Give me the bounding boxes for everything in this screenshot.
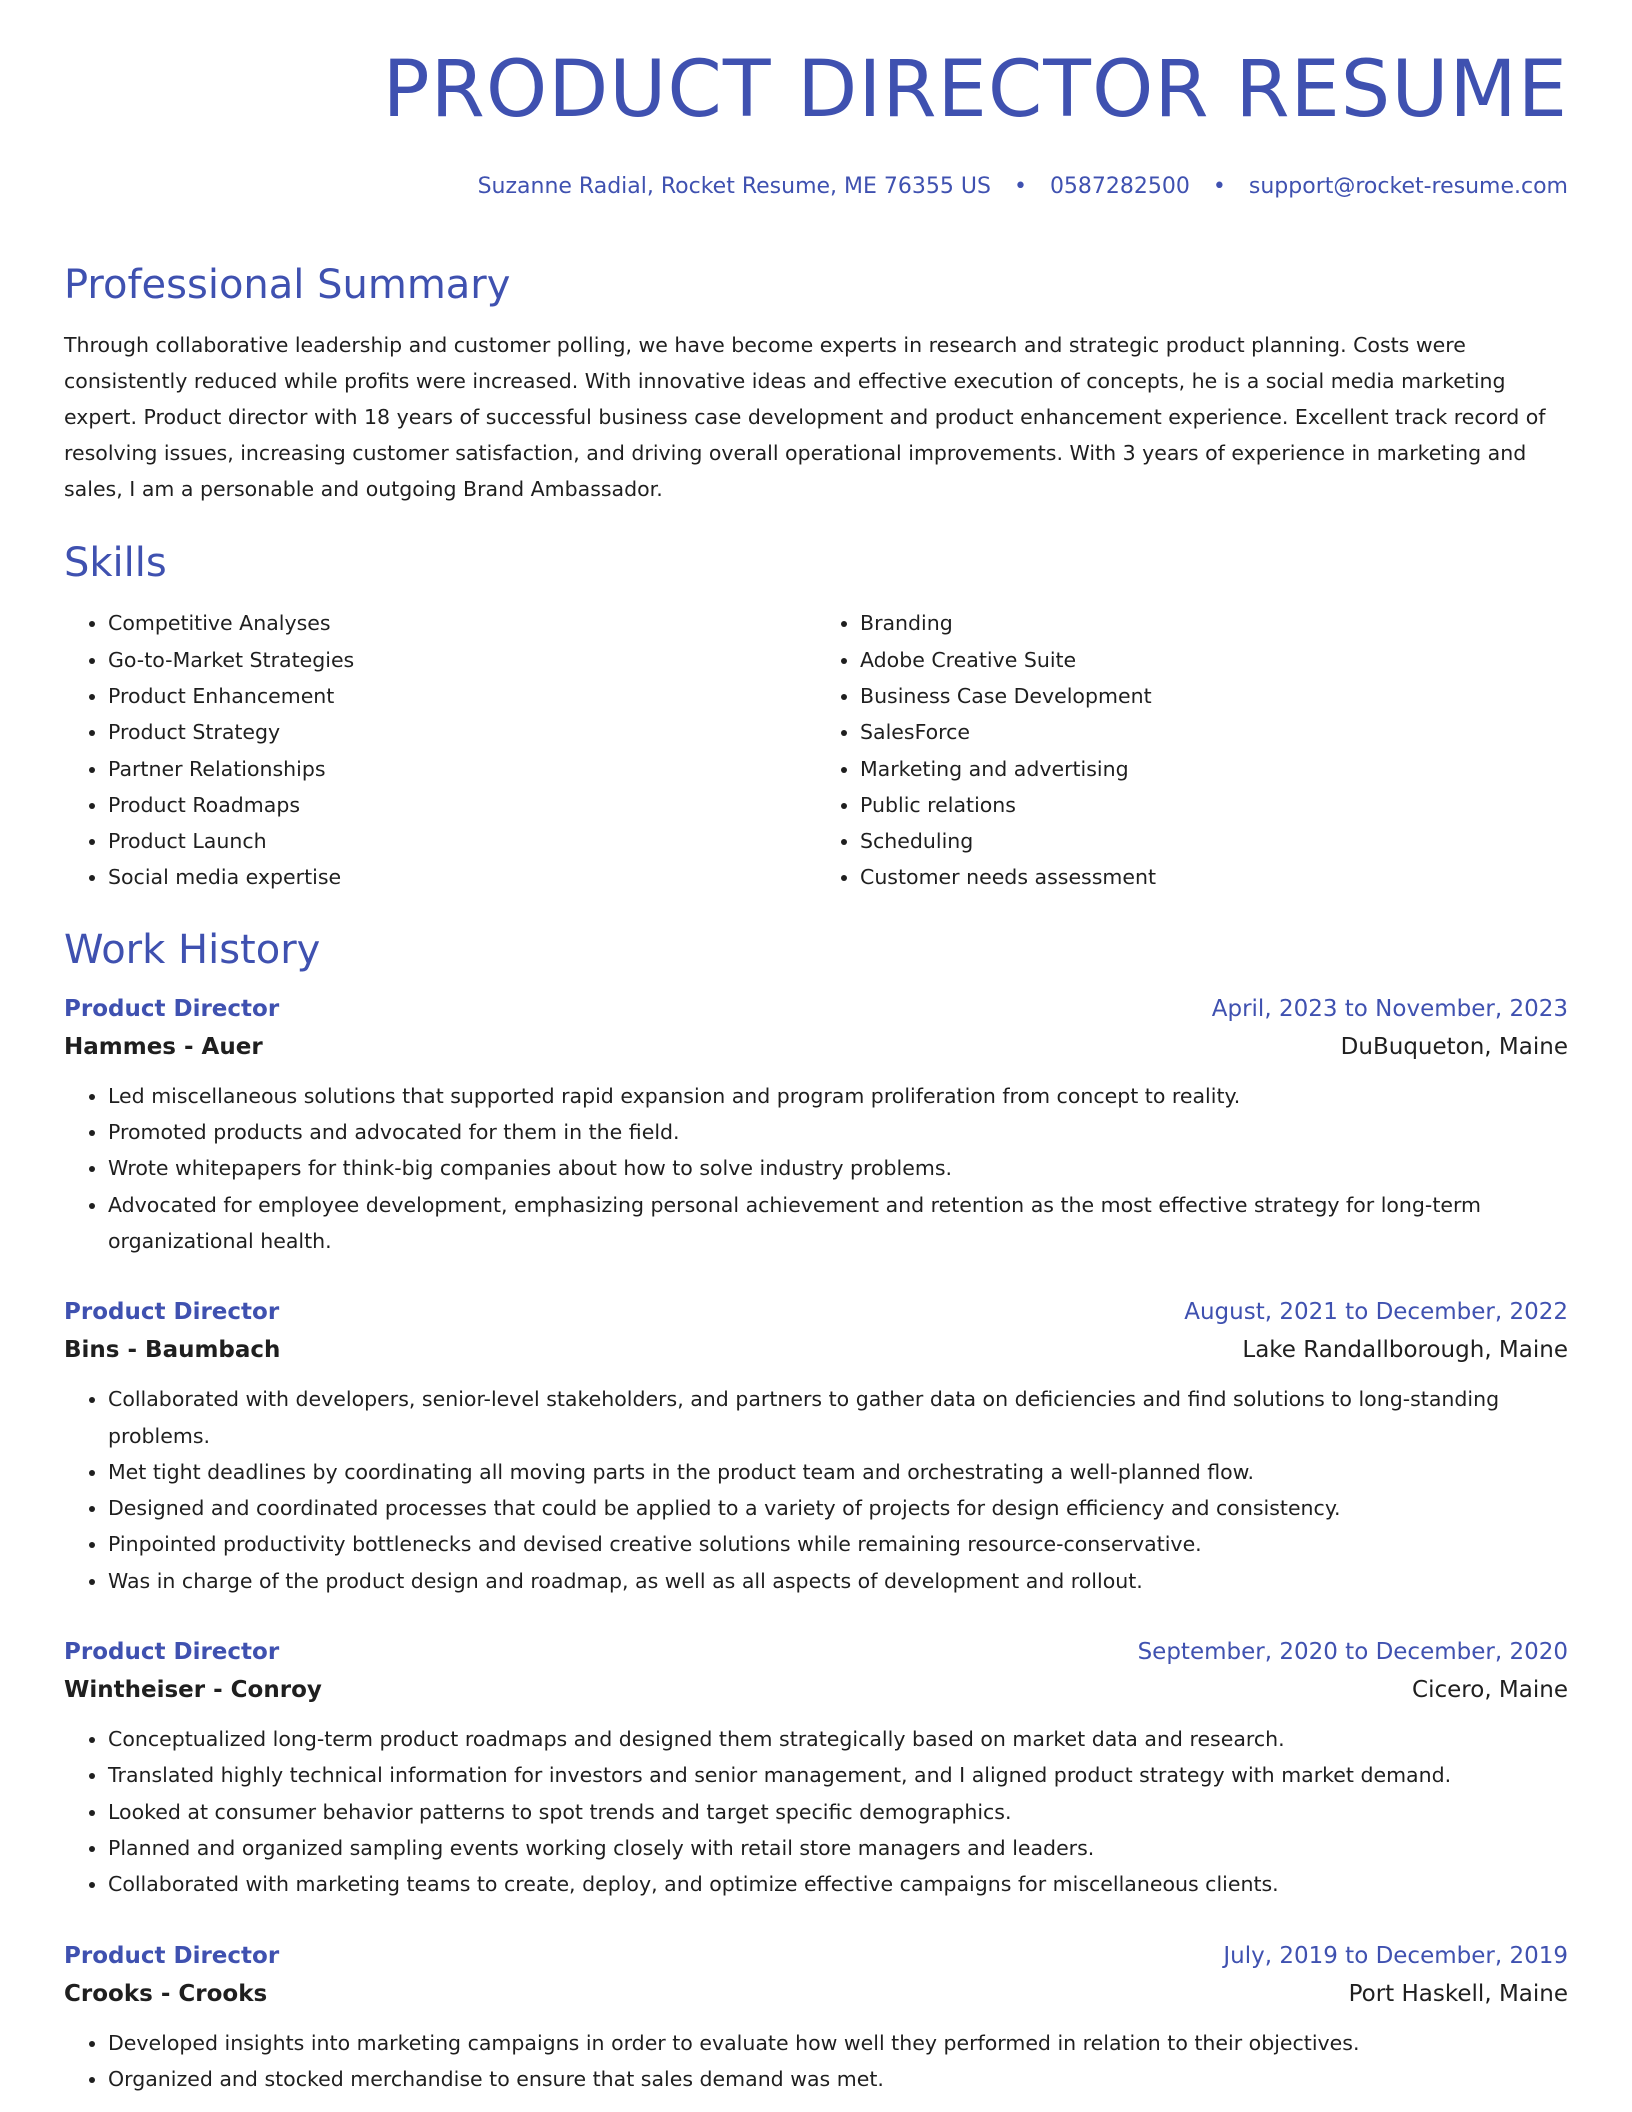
job-subheader xyxy=(64,1975,1568,2013)
skill-item: • Go-to-Market Strategies xyxy=(108,642,816,678)
job-dates: September, 2020 to December, 2020 xyxy=(1137,1639,1568,1666)
job-title: Product Director xyxy=(64,1299,280,1326)
job-bullets xyxy=(64,1078,1568,1259)
contact-separator: • xyxy=(1013,174,1027,200)
job-entry xyxy=(64,1293,1568,1599)
job-bullets xyxy=(64,1721,1568,1902)
skill-item: • Customer needs assessment xyxy=(860,859,1568,895)
job-company: Wintheiser - Conroy xyxy=(64,1677,322,1704)
job-dates: August, 2021 to December, 2022 xyxy=(1184,1299,1568,1326)
job-entry xyxy=(64,990,1568,1259)
job-bullet: • Looked at consumer behavior patterns to spot trends and target specific demographics. xyxy=(108,1794,1568,1830)
job-header xyxy=(64,990,1568,1028)
job-entry xyxy=(64,1633,1568,1902)
job-header xyxy=(64,1293,1568,1331)
job-location: Cicero, Maine xyxy=(1412,1677,1568,1704)
job-bullet: • Advocated for employee development, emphasizing personal achievement and retention as the most effective strategy for long-term organizational health. xyxy=(108,1187,1568,1260)
job-bullet: • Organized and stocked merchandise to ensure that sales demand was met. xyxy=(108,2061,1568,2097)
job-bullet: • Collaborated with marketing teams to create, deploy, and optimize effective campaigns for miscellaneous clients. xyxy=(108,1866,1568,1902)
job-title: Product Director xyxy=(64,995,280,1022)
skill-item: • Partner Relationships xyxy=(108,751,816,787)
job-bullet: • Collaborated with developers, senior-level stakeholders, and partners to gather data on deficiencies and find solutions to long-standing problems. xyxy=(108,1381,1568,1454)
job-title: Product Director xyxy=(64,1942,280,1969)
contact-email: support@rocket-resume.com xyxy=(1248,174,1568,200)
skill-item: • Social media expertise xyxy=(108,859,816,895)
job-header xyxy=(64,1937,1568,1975)
skill-item: • Branding xyxy=(860,605,1568,641)
job-location: DuBuqueton, Maine xyxy=(1340,1033,1568,1060)
job-bullets xyxy=(64,2025,1568,2098)
skill-item: • Product Roadmaps xyxy=(108,787,816,823)
job-company: Hammes - Auer xyxy=(64,1033,263,1060)
skill-item: • Product Launch xyxy=(108,823,816,859)
skills-heading: Skills xyxy=(64,540,167,587)
job-bullet: • Promoted products and advocated for them in the field. xyxy=(108,1114,1568,1150)
job-bullet: • Pinpointed productivity bottlenecks and devised creative solutions while remaining resource-conservative. xyxy=(108,1526,1568,1562)
skill-item: • Product Strategy xyxy=(108,714,816,750)
summary-heading: Professional Summary xyxy=(64,262,511,309)
job-header xyxy=(64,1633,1568,1671)
job-subheader xyxy=(64,1331,1568,1369)
job-bullet: • Translated highly technical information for investors and senior management, and I aligned product strategy with market demand. xyxy=(108,1757,1568,1793)
skills-column-right xyxy=(816,605,1568,895)
job-dates: April, 2023 to November, 2023 xyxy=(1211,995,1568,1022)
job-location: Port Haskell, Maine xyxy=(1348,1980,1568,2007)
job-bullet: • Designed and coordinated processes that could be applied to a variety of projects for design efficiency and consistency. xyxy=(108,1490,1568,1526)
skill-item: • Marketing and advertising xyxy=(860,751,1568,787)
job-bullet: • Led miscellaneous solutions that supported rapid expansion and program proliferation from concept to reality. xyxy=(108,1078,1568,1114)
job-location: Lake Randallborough, Maine xyxy=(1242,1337,1568,1364)
job-subheader xyxy=(64,1028,1568,1066)
skill-item: • Product Enhancement xyxy=(108,678,816,714)
job-bullets xyxy=(64,1381,1568,1599)
job-subheader xyxy=(64,1671,1568,1709)
job-bullet: • Developed insights into marketing campaigns in order to evaluate how well they performed in relation to their objectives. xyxy=(108,2025,1568,2061)
skill-item: • Adobe Creative Suite xyxy=(860,642,1568,678)
job-bullet: • Met tight deadlines by coordinating all moving parts in the product team and orchestrating a well-planned flow. xyxy=(108,1454,1568,1490)
skill-item: • Competitive Analyses xyxy=(108,605,816,641)
job-dates: July, 2019 to December, 2019 xyxy=(1223,1942,1568,1969)
contact-address: Suzanne Radial, Rocket Resume, ME 76355 US xyxy=(477,174,991,200)
skills-list xyxy=(64,605,1568,895)
job-bullet: • Was in charge of the product design and roadmap, as well as all aspects of development and rollout. xyxy=(108,1563,1568,1599)
skills-column-left xyxy=(64,605,816,895)
summary-text: Through collaborative leadership and customer polling, we have become experts in research and strategic product planning. Costs were consistently reduced while profits were increased. With innovative ideas and effective execution of concepts, he is a social media marketing expert. Product director with 18 years of successful business case development and product enhancement experience. Excellent track record of resolving issues, increasing customer satisfaction, and driving overall operational improvements. With 3 years of experience in marketing and sales, I am a personable and outgoing Brand Ambassador. xyxy=(64,333,1546,502)
job-entry xyxy=(64,1937,1568,2098)
skill-item: • Business Case Development xyxy=(860,678,1568,714)
job-bullet: • Conceptualized long-term product roadmaps and designed them strategically based on market data and research. xyxy=(108,1721,1568,1757)
skill-item: • SalesForce xyxy=(860,714,1568,750)
job-title: Product Director xyxy=(64,1639,280,1666)
job-bullet: • Wrote whitepapers for think-big companies about how to solve industry problems. xyxy=(108,1150,1568,1186)
resume-title: PRODUCT DIRECTOR RESUME xyxy=(382,45,1568,135)
skill-item: • Public relations xyxy=(860,787,1568,823)
job-company: Crooks - Crooks xyxy=(64,1980,268,2007)
contact-phone: 0587282500 xyxy=(1049,174,1190,200)
job-bullet: • Planned and organized sampling events working closely with retail store managers and leaders. xyxy=(108,1830,1568,1866)
contact-line xyxy=(64,171,1568,203)
contact-separator: • xyxy=(1212,174,1226,200)
job-company: Bins - Baumbach xyxy=(64,1337,281,1364)
skill-item: • Scheduling xyxy=(860,823,1568,859)
work-history-heading: Work History xyxy=(64,926,321,973)
resume-page xyxy=(64,40,1568,2097)
